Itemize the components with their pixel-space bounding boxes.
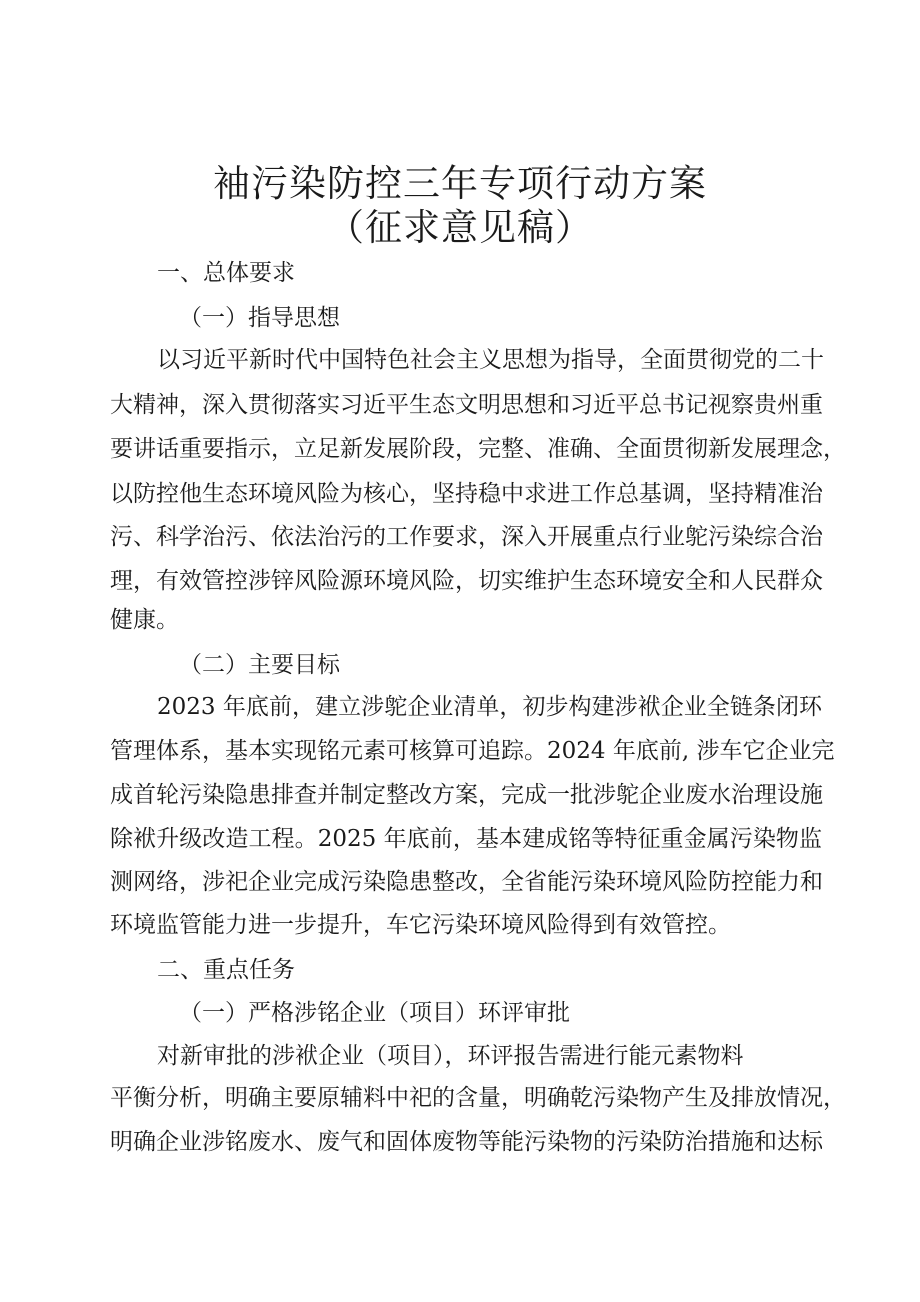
paragraph-line: 2023 年底前，建立涉鸵企业清单，初步构建涉袱企业全链条闭环 xyxy=(157,694,822,720)
subsection-heading-eia-approval: （一）严格涉铭企业（项目）环评审批 xyxy=(179,1000,570,1026)
paragraph-line: 污、科学治污、依法治污的工作要求，深入开展重点行业鸵污染综合治 xyxy=(110,524,823,550)
subsection-heading-guiding-ideology: （一）指导思想 xyxy=(179,305,340,331)
paragraph-line: 平衡分析，明确主要原辅料中祀的含量，明确乾污染物产生及排放情况， xyxy=(110,1085,846,1111)
paragraph-line: 成首轮污染隐患排查并制定整改方案，完成一批涉鸵企业废水治理设施 xyxy=(110,782,823,808)
paragraph-line: 环境监管能力进一步提升，车它污染环境风险得到有效管控。 xyxy=(110,912,731,938)
paragraph-line: 管理体系，基本实现铭元素可核算可追踪。2024 年底前, 涉车它企业完 xyxy=(110,738,835,764)
subsection-heading-main-goals: （二）主要目标 xyxy=(179,652,340,678)
paragraph-line: 除袱升级改造工程。2025 年底前，基本建成铭等特征重金属污染物监 xyxy=(110,826,822,852)
paragraph-line: 以防控他生态环境风险为核心，坚持稳中求进工作总基调，坚持精准治 xyxy=(110,481,823,507)
section-heading-key-tasks: 二、重点任务 xyxy=(157,957,295,983)
paragraph-line: 理，有效管控涉锌风险源环境风险，切实维护生态环境安全和人民群众 xyxy=(110,568,823,594)
paragraph-line: 以习近平新时代中国特色社会主义思想为指导，全面贯彻党的二十 xyxy=(157,347,824,373)
paragraph-line: 明确企业涉铭废水、废气和固体废物等能污染物的污染防治措施和达标 xyxy=(110,1129,823,1155)
document-title: 袖污染防控三年专项行动方案 xyxy=(213,162,707,205)
paragraph-line: 大精神，深入贯彻落实习近平生态文明思想和习近平总书记视察贵州重 xyxy=(110,392,823,418)
paragraph-line: 健康。 xyxy=(110,607,179,633)
paragraph-line: 要讲话重要指示，立足新发展阶段，完整、准确、全面贯彻新发展理念， xyxy=(110,436,846,462)
paragraph-line: 对新审批的涉袱企业（项目），环评报告需进行能元素物料 xyxy=(157,1043,744,1069)
section-heading-overall-requirements: 一、总体要求 xyxy=(157,260,295,286)
document-subtitle: （征求意见稿） xyxy=(327,206,593,249)
paragraph-line: 测网络，涉祀企业完成污染隐患整改，全省能污染环境风险防控能力和 xyxy=(110,869,823,895)
